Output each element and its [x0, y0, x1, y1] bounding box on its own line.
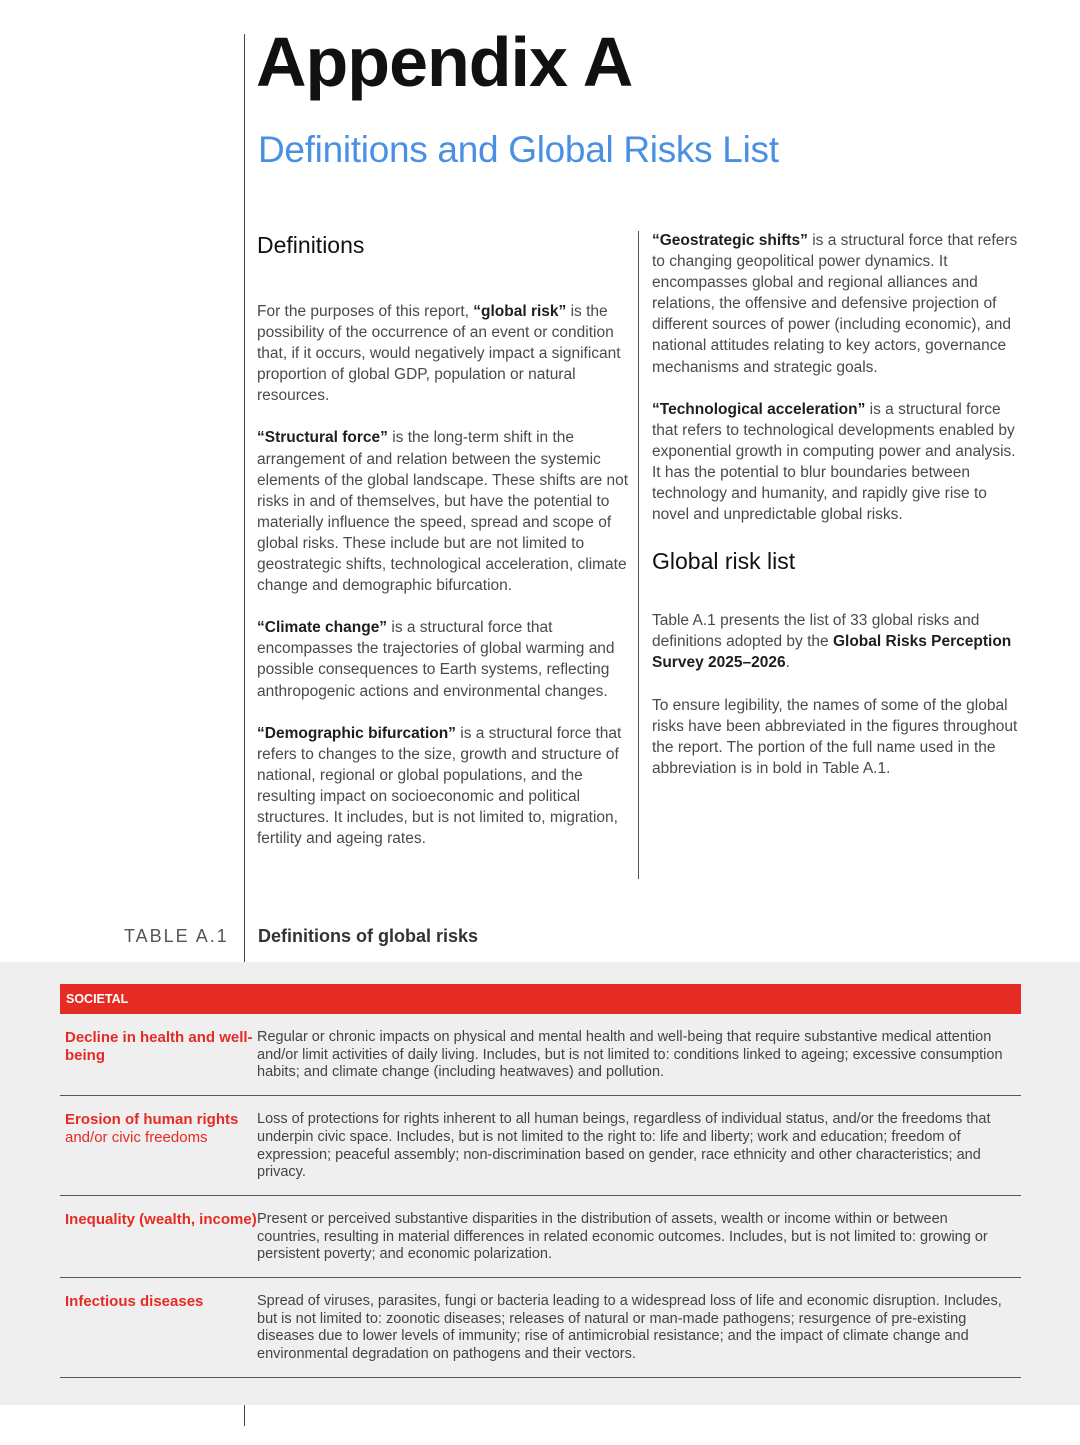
risk-description: Present or perceived substantive disparities in the distribution of assets, wealth or income within or between countries, resulting in material differences in related economic outcomes. Includes, but is not limited to: growing or persistent poverty; and economic polarization.: [257, 1210, 988, 1263]
risk-list-intro: Table A.1 presents the list of 33 global risks and definitions adopted by the Global Risks Perception Survey 2025–2026.: [652, 612, 1012, 672]
risk-name: Erosion of human rights and/or civic freedoms: [65, 1111, 239, 1146]
left-column: [257, 230, 629, 870]
risk-table: [60, 1014, 1021, 1378]
risk-description: Loss of protections for rights inherent to all human beings, regardless of individual status, and/or the freedoms that underpin civic space. Includes, but is not limited to the right to: life and liberty; work and education; freedom of expression; peaceful assembly; non-discrimination based on gender, race ethnicity and other characteristics; and privacy.: [257, 1111, 991, 1181]
table-row: [60, 1096, 1021, 1196]
risk-description: Regular or chronic impacts on physical and mental health and well-being that require substantive medical attention and/or limit activities of daily living. Includes, but is not limited to: conditions linked to ageing; excessive consumption habits; and climate change (including heatwaves) and pollution.: [257, 1029, 1003, 1081]
global-risk-list-heading: Global risk list: [652, 548, 796, 575]
risk-name: Inequality (wealth, income): [65, 1210, 257, 1228]
risk-name: Infectious diseases: [65, 1293, 204, 1311]
column-divider: [638, 231, 639, 879]
global-risk-definition: For the purposes of this report, “global risk” is the possibility of the occurrence of an event or condition that, if it occurs, would negatively impact a significant proportion of global GDP, population or natural resources.: [257, 303, 621, 405]
table-label: TABLE A.1: [124, 926, 229, 946]
definitions-heading: Definitions: [257, 232, 365, 258]
table-row: [60, 1278, 1021, 1378]
risk-list-legibility-note: To ensure legibility, the names of some of the global risks have been abbreviated in the figures throughout the report. The portion of the full name used in the abbreviation is in bold in Table A.1.: [652, 696, 1018, 777]
risk-name: Decline in health and well-being: [65, 1029, 253, 1064]
climate-change-definition: “Climate change” is a structural force that encompasses the trajectories of global warming and possible consequences to Earth systems, reflecting anthropogenic actions and environmental changes.: [257, 619, 615, 700]
demographic-bifurcation-definition: “Demographic bifurcation” is a structural force that refers to changes to the size, growth and structure of national, regional or global populations, and the resulting impact on socioeconomic and political structures. It includes, but is not limited to, migration, fertility and ageing rates.: [257, 724, 622, 848]
geostrategic-shifts-definition: “Geostrategic shifts” is a structural force that refers to changing geopolitical power dynamics. It encompasses global and regional alliances and relations, the offensive and defensive projection of different sources of power (including economic), and national attitudes relating to key actors, governance mechanisms and strategic goals.: [652, 232, 1018, 376]
category-header: SOCIETAL: [60, 984, 1021, 1014]
page-title: Appendix A: [256, 23, 633, 101]
right-column: [652, 230, 1027, 800]
table-row: [60, 1196, 1021, 1278]
table-row: [60, 1014, 1021, 1096]
technological-acceleration-definition: “Technological acceleration” is a structural force that refers to technological developments enabled by exponential growth in computing power and analysis. It has the potential to blur boundaries between technology and humanity, and rapidly give rise to novel and unpredictable global risks.: [652, 400, 1016, 524]
page-subtitle: Definitions and Global Risks List: [258, 129, 779, 170]
risk-description: Spread of viruses, parasites, fungi or bacteria leading to a widespread loss of life and economic disruption. Includes, but is not limited to: zoonotic diseases; releases of natural or man-made pathogens; resurgence of pre-existing diseases due to lower levels of immunity; rise of antimicrobial resistance; and the impact of climate change and environmental degradation on pathogens and their vectors.: [257, 1293, 1002, 1363]
left-rule: [244, 34, 245, 962]
table-title: Definitions of global risks: [258, 926, 479, 946]
left-rule-bottom: [244, 1405, 245, 1426]
structural-force-definition: “Structural force” is the long-term shift in the arrangement of and relation between the systemic elements of the global landscape. These shifts are not risks in and of themselves, but have the potential to materially influence the speed, spread and scope of global risks. These include but are not limited to geostrategic shifts, technological acceleration, climate change and demographic bifurcation.: [257, 429, 629, 595]
